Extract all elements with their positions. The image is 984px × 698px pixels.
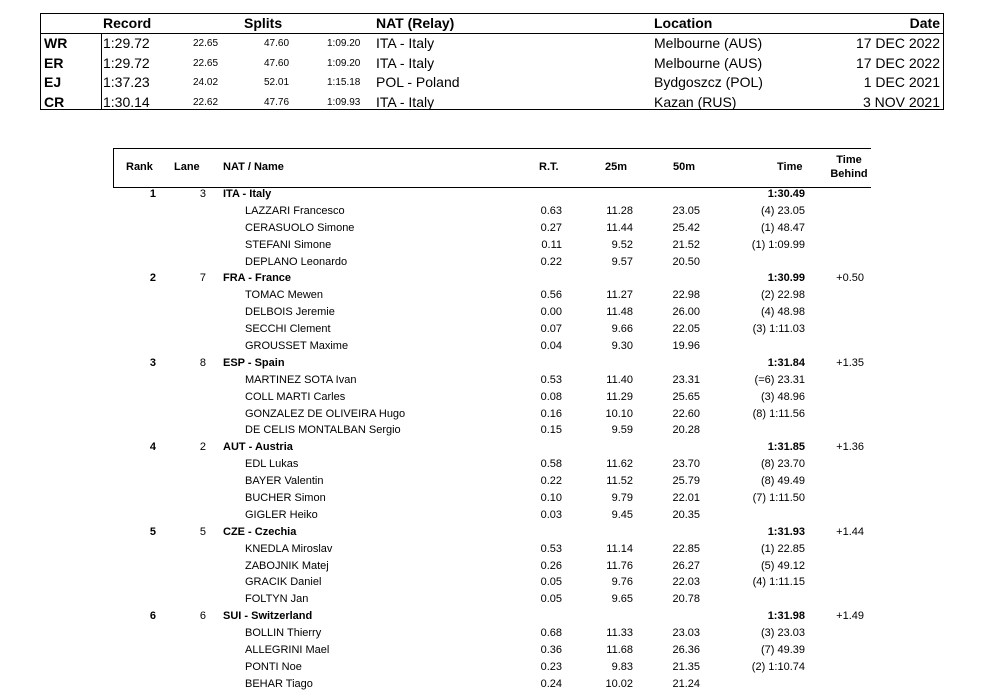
swimmer-row bbox=[0, 238, 984, 255]
cumulative-split: (4) 48.98 bbox=[760, 306, 805, 319]
split-50m: 21.52 bbox=[672, 238, 700, 251]
record-nat: ITA - Italy bbox=[376, 54, 435, 71]
split-25m: 11.48 bbox=[606, 306, 633, 319]
split-50m: 25.42 bbox=[672, 221, 700, 234]
swimmer-name: BAYER Valentin bbox=[245, 475, 324, 488]
record-time: 1:37.23 bbox=[103, 74, 150, 90]
team-name: ESP - Spain bbox=[223, 356, 285, 369]
reaction-time: 0.03 bbox=[540, 508, 562, 521]
swimmer-name: SECCHI Clement bbox=[245, 323, 331, 336]
cumulative-split: (7) 49.39 bbox=[760, 644, 805, 657]
record-split-1: 22.65 bbox=[193, 57, 219, 69]
reaction-time: 0.24 bbox=[540, 677, 562, 690]
swimmer-name: ZABOJNIK Matej bbox=[245, 559, 329, 572]
record-location: Melbourne (AUS) bbox=[654, 54, 763, 71]
reaction-time: 0.10 bbox=[540, 492, 562, 505]
team-time: 1:31.84 bbox=[767, 356, 805, 369]
record-nat: ITA - Italy bbox=[376, 35, 435, 51]
cumulative-split: (1) 48.47 bbox=[760, 221, 805, 234]
split-25m: 10.10 bbox=[605, 407, 633, 420]
swimmer-name: DEPLANO Leonardo bbox=[245, 255, 348, 268]
split-25m: 9.76 bbox=[611, 576, 633, 589]
record-time: 1:29.72 bbox=[103, 54, 150, 71]
split-25m: 9.79 bbox=[611, 492, 633, 505]
name-header: NAT / Name bbox=[223, 161, 284, 173]
rank: 2 bbox=[149, 272, 156, 285]
split-50m: 19.96 bbox=[672, 340, 700, 353]
reaction-time: 0.15 bbox=[540, 424, 562, 437]
record-split-2: 47.76 bbox=[264, 96, 290, 108]
swimmer-name: STEFANI Simone bbox=[245, 238, 332, 251]
swimmer-row bbox=[0, 559, 984, 576]
time-behind: +1.44 bbox=[836, 525, 864, 538]
cumulative-split: (3) 1:11.03 bbox=[752, 323, 805, 336]
split-25m: 11.40 bbox=[606, 373, 633, 386]
swimmer-row bbox=[0, 592, 984, 609]
record-code: CR bbox=[44, 93, 65, 110]
swimmer-name: GRACIK Daniel bbox=[245, 576, 322, 589]
record-split-2: 52.01 bbox=[264, 77, 290, 88]
rank-header: Rank bbox=[126, 161, 153, 173]
swimmer-name: EDL Lukas bbox=[245, 458, 299, 471]
time-behind: +1.49 bbox=[836, 610, 864, 623]
m25-header: 25m bbox=[605, 161, 628, 173]
time-behind-header: Time Behind bbox=[830, 154, 868, 180]
split-25m: 9.65 bbox=[611, 593, 633, 606]
record-split-2: 47.60 bbox=[264, 57, 290, 69]
swimmer-name: GIGLER Heiko bbox=[245, 508, 318, 521]
cumulative-split: (4) 1:11.15 bbox=[752, 576, 805, 589]
swimmer-row bbox=[0, 423, 984, 440]
split-25m: 11.33 bbox=[606, 627, 633, 640]
time-behind: +1.36 bbox=[836, 441, 864, 454]
reaction-time: 0.63 bbox=[540, 204, 562, 217]
team-name: FRA - France bbox=[223, 272, 292, 285]
record-split-1: 22.65 bbox=[193, 38, 219, 49]
swimmer-row bbox=[0, 660, 984, 677]
cumulative-split: (=6) 23.31 bbox=[754, 373, 805, 386]
team-name: AUT - Austria bbox=[223, 441, 293, 454]
reaction-time: 0.04 bbox=[540, 340, 562, 353]
record-code: ER bbox=[44, 54, 64, 71]
cumulative-split: (2) 22.98 bbox=[760, 289, 805, 302]
reaction-time: 0.22 bbox=[540, 255, 562, 268]
swimmer-name: TOMAC Mewen bbox=[245, 289, 324, 302]
swimmer-name: MARTINEZ SOTA Ivan bbox=[245, 373, 357, 386]
split-25m: 11.62 bbox=[606, 458, 633, 471]
team-row bbox=[0, 187, 984, 204]
swimmer-name: COLL MARTI Carles bbox=[245, 390, 346, 403]
split-50m: 20.35 bbox=[672, 508, 700, 521]
record-row bbox=[41, 53, 943, 73]
lane: 8 bbox=[199, 356, 206, 369]
cumulative-split: (4) 23.05 bbox=[760, 204, 805, 217]
split-50m: 20.78 bbox=[672, 593, 700, 606]
split-25m: 10.02 bbox=[605, 677, 633, 690]
lane: 2 bbox=[199, 441, 206, 454]
record-date: 17 DEC 2022 bbox=[855, 35, 940, 51]
record-location: Melbourne (AUS) bbox=[654, 35, 763, 51]
record-row bbox=[41, 33, 943, 53]
split-50m: 26.27 bbox=[672, 559, 700, 572]
swimmer-name: GROUSSET Maxime bbox=[245, 340, 349, 353]
split-25m: 9.66 bbox=[611, 323, 633, 336]
swimmer-row bbox=[0, 322, 984, 339]
team-time: 1:30.49 bbox=[767, 188, 805, 200]
cumulative-split: (2) 1:10.74 bbox=[751, 660, 805, 673]
record-code: EJ bbox=[44, 74, 62, 90]
record-nat: POL - Poland bbox=[376, 74, 460, 90]
split-25m: 11.28 bbox=[606, 204, 633, 217]
splits-header: Splits bbox=[244, 15, 283, 31]
cumulative-split: (8) 49.49 bbox=[760, 475, 805, 488]
record-split-2: 47.60 bbox=[264, 38, 290, 49]
swimmer-row bbox=[0, 339, 984, 356]
split-50m: 22.01 bbox=[672, 492, 700, 505]
rank: 4 bbox=[149, 441, 156, 454]
split-25m: 9.83 bbox=[611, 660, 633, 673]
split-50m: 25.65 bbox=[672, 390, 700, 403]
team-row bbox=[0, 356, 984, 373]
record-time: 1:29.72 bbox=[103, 35, 150, 51]
split-25m: 11.68 bbox=[606, 644, 633, 657]
team-row bbox=[0, 271, 984, 288]
swimmer-row bbox=[0, 677, 984, 694]
split-50m: 22.98 bbox=[672, 289, 700, 302]
swimmer-name: ALLEGRINI Mael bbox=[245, 644, 330, 657]
lane: 7 bbox=[199, 272, 206, 285]
split-25m: 11.29 bbox=[606, 390, 633, 403]
results-header bbox=[113, 148, 871, 188]
rank: 6 bbox=[149, 610, 156, 623]
split-25m: 11.52 bbox=[606, 475, 633, 488]
reaction-time: 0.23 bbox=[540, 660, 562, 673]
reaction-time: 0.27 bbox=[540, 221, 562, 234]
record-split-1: 22.62 bbox=[193, 96, 219, 108]
split-50m: 22.60 bbox=[672, 407, 700, 420]
team-time: 1:31.98 bbox=[767, 610, 805, 623]
record-split-3: 1:09.93 bbox=[327, 96, 361, 108]
cumulative-split: (5) 49.12 bbox=[760, 559, 805, 572]
split-25m: 9.57 bbox=[611, 255, 633, 268]
split-25m: 9.45 bbox=[611, 508, 633, 521]
record-nat: ITA - Italy bbox=[376, 93, 435, 110]
rank: 5 bbox=[149, 525, 156, 538]
swimmer-row bbox=[0, 255, 984, 272]
swimmer-row bbox=[0, 542, 984, 559]
swimmer-name: KNEDLA Miroslav bbox=[245, 542, 333, 555]
swimmer-row bbox=[0, 626, 984, 643]
split-50m: 26.36 bbox=[672, 644, 700, 657]
split-50m: 26.00 bbox=[672, 306, 700, 319]
record-header: Record bbox=[103, 15, 152, 31]
split-50m: 22.03 bbox=[672, 576, 700, 589]
reaction-time: 0.05 bbox=[540, 576, 562, 589]
reaction-time: 0.53 bbox=[540, 542, 562, 555]
swimmer-name: CERASUOLO Simone bbox=[245, 221, 355, 234]
swimmer-row bbox=[0, 474, 984, 491]
team-row bbox=[0, 440, 984, 457]
results-body bbox=[0, 187, 984, 694]
split-50m: 21.35 bbox=[672, 660, 700, 673]
location-header: Location bbox=[654, 15, 713, 31]
split-50m: 23.05 bbox=[672, 204, 700, 217]
swimmer-row bbox=[0, 407, 984, 424]
lane: 3 bbox=[199, 188, 206, 200]
record-date: 17 DEC 2022 bbox=[855, 54, 940, 71]
cumulative-split: (8) 23.70 bbox=[760, 458, 805, 471]
team-time: 1:31.85 bbox=[767, 441, 805, 454]
rt-header: R.T. bbox=[539, 161, 559, 173]
split-25m: 9.59 bbox=[611, 424, 633, 437]
swimmer-name: BOLLIN Thierry bbox=[245, 627, 322, 640]
reaction-time: 0.36 bbox=[540, 644, 562, 657]
swimmer-row bbox=[0, 288, 984, 305]
swimmer-name: LAZZARI Francesco bbox=[245, 204, 345, 217]
reaction-time: 0.07 bbox=[540, 323, 562, 336]
team-row bbox=[0, 525, 984, 542]
split-50m: 22.85 bbox=[672, 542, 700, 555]
split-25m: 11.14 bbox=[606, 542, 633, 555]
split-50m: 21.24 bbox=[672, 677, 700, 690]
reaction-time: 0.00 bbox=[540, 306, 562, 319]
split-50m: 20.28 bbox=[672, 424, 700, 437]
record-location: Kazan (RUS) bbox=[654, 93, 737, 110]
team-name: ITA - Italy bbox=[223, 188, 272, 200]
swimmer-name: BEHAR Tiago bbox=[245, 677, 313, 690]
time-header: Time bbox=[777, 161, 803, 173]
records-header bbox=[41, 14, 943, 34]
reaction-time: 0.68 bbox=[540, 627, 562, 640]
split-25m: 11.27 bbox=[606, 289, 633, 302]
swimmer-row bbox=[0, 643, 984, 660]
split-50m: 23.03 bbox=[672, 627, 700, 640]
split-50m: 22.05 bbox=[672, 323, 700, 336]
reaction-time: 0.53 bbox=[540, 373, 562, 386]
swimmer-row bbox=[0, 221, 984, 238]
time-behind: +1.35 bbox=[836, 356, 864, 369]
split-50m: 23.31 bbox=[672, 373, 700, 386]
reaction-time: 0.22 bbox=[540, 475, 562, 488]
reaction-time: 0.58 bbox=[540, 458, 562, 471]
swimmer-row bbox=[0, 373, 984, 390]
split-25m: 9.30 bbox=[611, 340, 633, 353]
record-location: Bydgoszcz (POL) bbox=[654, 74, 763, 90]
nat-relay-header: NAT (Relay) bbox=[376, 15, 455, 31]
swimmer-row bbox=[0, 508, 984, 525]
swimmer-row bbox=[0, 390, 984, 407]
cumulative-split: (1) 1:09.99 bbox=[751, 238, 805, 251]
split-50m: 25.79 bbox=[672, 475, 700, 488]
swimmer-name: PONTI Noe bbox=[245, 660, 302, 673]
swimmer-name: FOLTYN Jan bbox=[245, 593, 309, 606]
swimmer-name: GONZALEZ DE OLIVEIRA Hugo bbox=[245, 407, 406, 420]
split-25m: 11.76 bbox=[606, 559, 633, 572]
lane: 5 bbox=[199, 525, 206, 538]
reaction-time: 0.16 bbox=[540, 407, 562, 420]
reaction-time: 0.11 bbox=[541, 238, 562, 251]
swimmer-row bbox=[0, 204, 984, 221]
swimmer-name: DE CELIS MONTALBAN Sergio bbox=[245, 424, 401, 437]
swimmer-row bbox=[0, 491, 984, 508]
team-time: 1:31.93 bbox=[767, 525, 805, 538]
record-split-3: 1:15.18 bbox=[327, 77, 361, 88]
team-row bbox=[0, 609, 984, 626]
m50-header: 50m bbox=[673, 161, 696, 173]
record-time: 1:30.14 bbox=[103, 93, 150, 110]
reaction-time: 0.56 bbox=[540, 289, 562, 302]
cumulative-split: (1) 22.85 bbox=[760, 542, 805, 555]
record-split-1: 24.02 bbox=[193, 77, 219, 88]
swimmer-name: DELBOIS Jeremie bbox=[245, 306, 335, 319]
record-date: 1 DEC 2021 bbox=[863, 74, 940, 90]
team-time: 1:30.99 bbox=[767, 272, 805, 285]
time-behind: +0.50 bbox=[836, 272, 864, 285]
reaction-time: 0.08 bbox=[540, 390, 562, 403]
reaction-time: 0.05 bbox=[540, 593, 562, 606]
cumulative-split: (8) 1:11.56 bbox=[752, 407, 805, 420]
cumulative-split: (3) 48.96 bbox=[760, 390, 805, 403]
reaction-time: 0.26 bbox=[540, 559, 562, 572]
record-split-3: 1:09.20 bbox=[327, 57, 361, 69]
swimmer-row bbox=[0, 305, 984, 322]
record-row bbox=[41, 92, 943, 112]
record-split-3: 1:09.20 bbox=[327, 38, 361, 49]
split-25m: 9.52 bbox=[611, 238, 633, 251]
split-50m: 23.70 bbox=[672, 458, 700, 471]
record-date: 3 NOV 2021 bbox=[862, 93, 940, 110]
record-code: WR bbox=[44, 35, 68, 51]
swimmer-name: BUCHER Simon bbox=[245, 492, 326, 505]
date-header: Date bbox=[909, 15, 940, 31]
cumulative-split: (3) 23.03 bbox=[760, 627, 805, 640]
lane: 6 bbox=[199, 610, 206, 623]
record-row bbox=[41, 72, 943, 92]
team-name: SUI - Switzerland bbox=[223, 610, 313, 623]
lane-header: Lane bbox=[174, 161, 200, 173]
records-table bbox=[40, 13, 944, 110]
rank: 3 bbox=[149, 356, 156, 369]
cumulative-split: (7) 1:11.50 bbox=[752, 492, 805, 505]
split-25m: 11.44 bbox=[606, 221, 633, 234]
swimmer-row bbox=[0, 457, 984, 474]
team-name: CZE - Czechia bbox=[223, 525, 297, 538]
rank: 1 bbox=[149, 188, 156, 200]
swimmer-row bbox=[0, 575, 984, 592]
split-50m: 20.50 bbox=[672, 255, 700, 268]
